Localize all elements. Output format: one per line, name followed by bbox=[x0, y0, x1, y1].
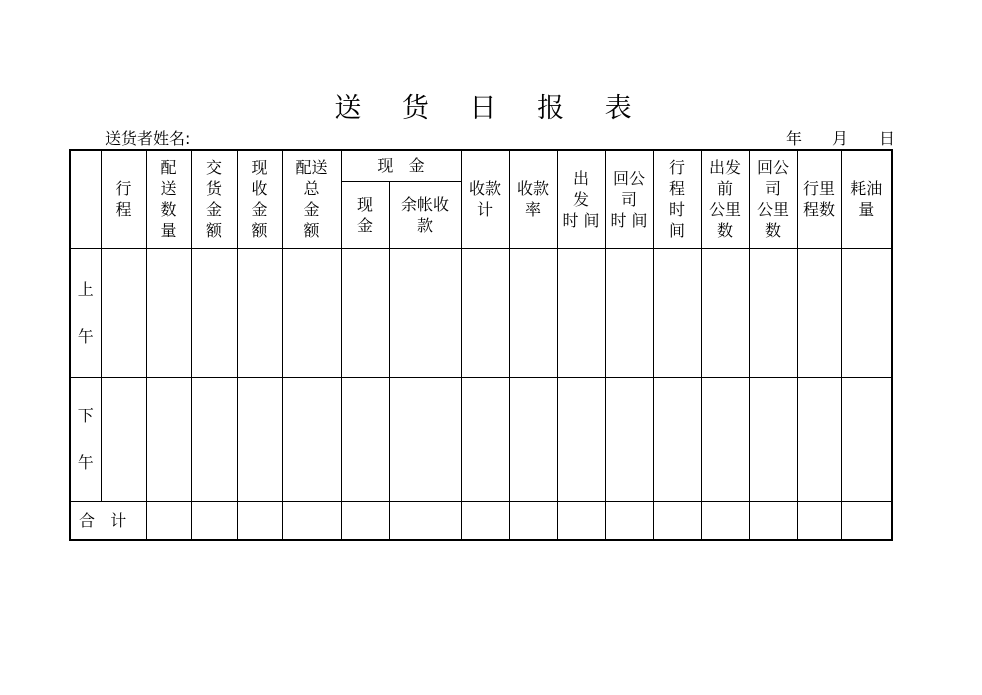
table-cell[interactable] bbox=[461, 248, 509, 377]
table-cell[interactable] bbox=[749, 501, 797, 540]
header-departure-time: 出 发 时 间 bbox=[557, 150, 605, 248]
row-label-total: 合 计 bbox=[70, 501, 146, 540]
table-cell[interactable] bbox=[605, 501, 653, 540]
table-cell[interactable] bbox=[191, 501, 237, 540]
table-cell[interactable] bbox=[653, 248, 701, 377]
header-cash: 现 金 bbox=[341, 181, 389, 248]
month-label: 月 bbox=[832, 129, 849, 148]
delivery-report-table bbox=[69, 149, 893, 541]
page-title: 送 货 日 报 表 bbox=[334, 93, 648, 124]
table-cell[interactable] bbox=[605, 377, 653, 501]
table-cell[interactable] bbox=[461, 501, 509, 540]
header-travel-time: 行 程 时 间 bbox=[653, 150, 701, 248]
table-cell[interactable] bbox=[389, 248, 461, 377]
header-corner-cell bbox=[70, 150, 101, 248]
table-row bbox=[70, 501, 892, 540]
table-cell[interactable] bbox=[653, 377, 701, 501]
table-cell[interactable] bbox=[749, 248, 797, 377]
table-cell[interactable] bbox=[237, 248, 282, 377]
table-cell[interactable] bbox=[237, 377, 282, 501]
table-cell[interactable] bbox=[797, 248, 841, 377]
table-cell[interactable] bbox=[701, 377, 749, 501]
header-odometer-before: 出发 前 公里 数 bbox=[701, 150, 749, 248]
table-cell[interactable] bbox=[509, 501, 557, 540]
table-cell[interactable] bbox=[389, 501, 461, 540]
table-cell[interactable] bbox=[282, 501, 341, 540]
table-cell[interactable] bbox=[557, 377, 605, 501]
header-balance-received: 余帐收 款 bbox=[389, 181, 461, 248]
table-cell[interactable] bbox=[841, 501, 892, 540]
year-label: 年 bbox=[786, 129, 803, 148]
header-delivery-qty: 配 送 数 量 bbox=[146, 150, 191, 248]
table-cell[interactable] bbox=[509, 377, 557, 501]
table-cell[interactable] bbox=[841, 248, 892, 377]
table-cell[interactable] bbox=[605, 248, 653, 377]
header-delivery-total: 配送 总 金 额 bbox=[282, 150, 341, 248]
header-odometer-return: 回公 司 公里 数 bbox=[749, 150, 797, 248]
table-cell[interactable] bbox=[191, 377, 237, 501]
table-row bbox=[70, 377, 892, 501]
table-cell[interactable] bbox=[557, 501, 605, 540]
table-cell[interactable] bbox=[653, 501, 701, 540]
table-cell[interactable] bbox=[341, 377, 389, 501]
day-label: 日 bbox=[879, 129, 896, 148]
table-cell[interactable] bbox=[797, 377, 841, 501]
table-cell[interactable] bbox=[101, 248, 146, 377]
header-cash-received: 现 收 金 额 bbox=[237, 150, 282, 248]
table-cell[interactable] bbox=[461, 377, 509, 501]
table-cell[interactable] bbox=[701, 501, 749, 540]
row-label-morning: 上 午 bbox=[70, 248, 101, 377]
table-cell[interactable] bbox=[282, 377, 341, 501]
table-cell[interactable] bbox=[701, 248, 749, 377]
table-cell[interactable] bbox=[509, 248, 557, 377]
table-cell[interactable] bbox=[341, 248, 389, 377]
header-handover-amount: 交 货 金 额 bbox=[191, 150, 237, 248]
deliverer-name-label: 送货者姓名: bbox=[105, 129, 191, 148]
table-cell[interactable] bbox=[389, 377, 461, 501]
header-return-time: 回公 司 时 间 bbox=[605, 150, 653, 248]
table-cell[interactable] bbox=[749, 377, 797, 501]
header-trip: 行 程 bbox=[101, 150, 146, 248]
header-collection-rate: 收款 率 bbox=[509, 150, 557, 248]
table-cell[interactable] bbox=[146, 377, 191, 501]
header-fuel: 耗油 量 bbox=[841, 150, 892, 248]
header-collection-total: 收款 计 bbox=[461, 150, 509, 248]
table-cell[interactable] bbox=[101, 377, 146, 501]
table-cell[interactable] bbox=[146, 248, 191, 377]
row-label-afternoon: 下 午 bbox=[70, 377, 101, 501]
table-cell[interactable] bbox=[237, 501, 282, 540]
table-cell[interactable] bbox=[841, 377, 892, 501]
header-cash-group: 现 金 bbox=[341, 150, 461, 181]
table-cell[interactable] bbox=[191, 248, 237, 377]
table-cell[interactable] bbox=[282, 248, 341, 377]
table-cell[interactable] bbox=[146, 501, 191, 540]
table-cell[interactable] bbox=[557, 248, 605, 377]
table-cell[interactable] bbox=[341, 501, 389, 540]
header-mileage: 行里 程数 bbox=[797, 150, 841, 248]
table-cell[interactable] bbox=[797, 501, 841, 540]
table-row bbox=[70, 248, 892, 377]
